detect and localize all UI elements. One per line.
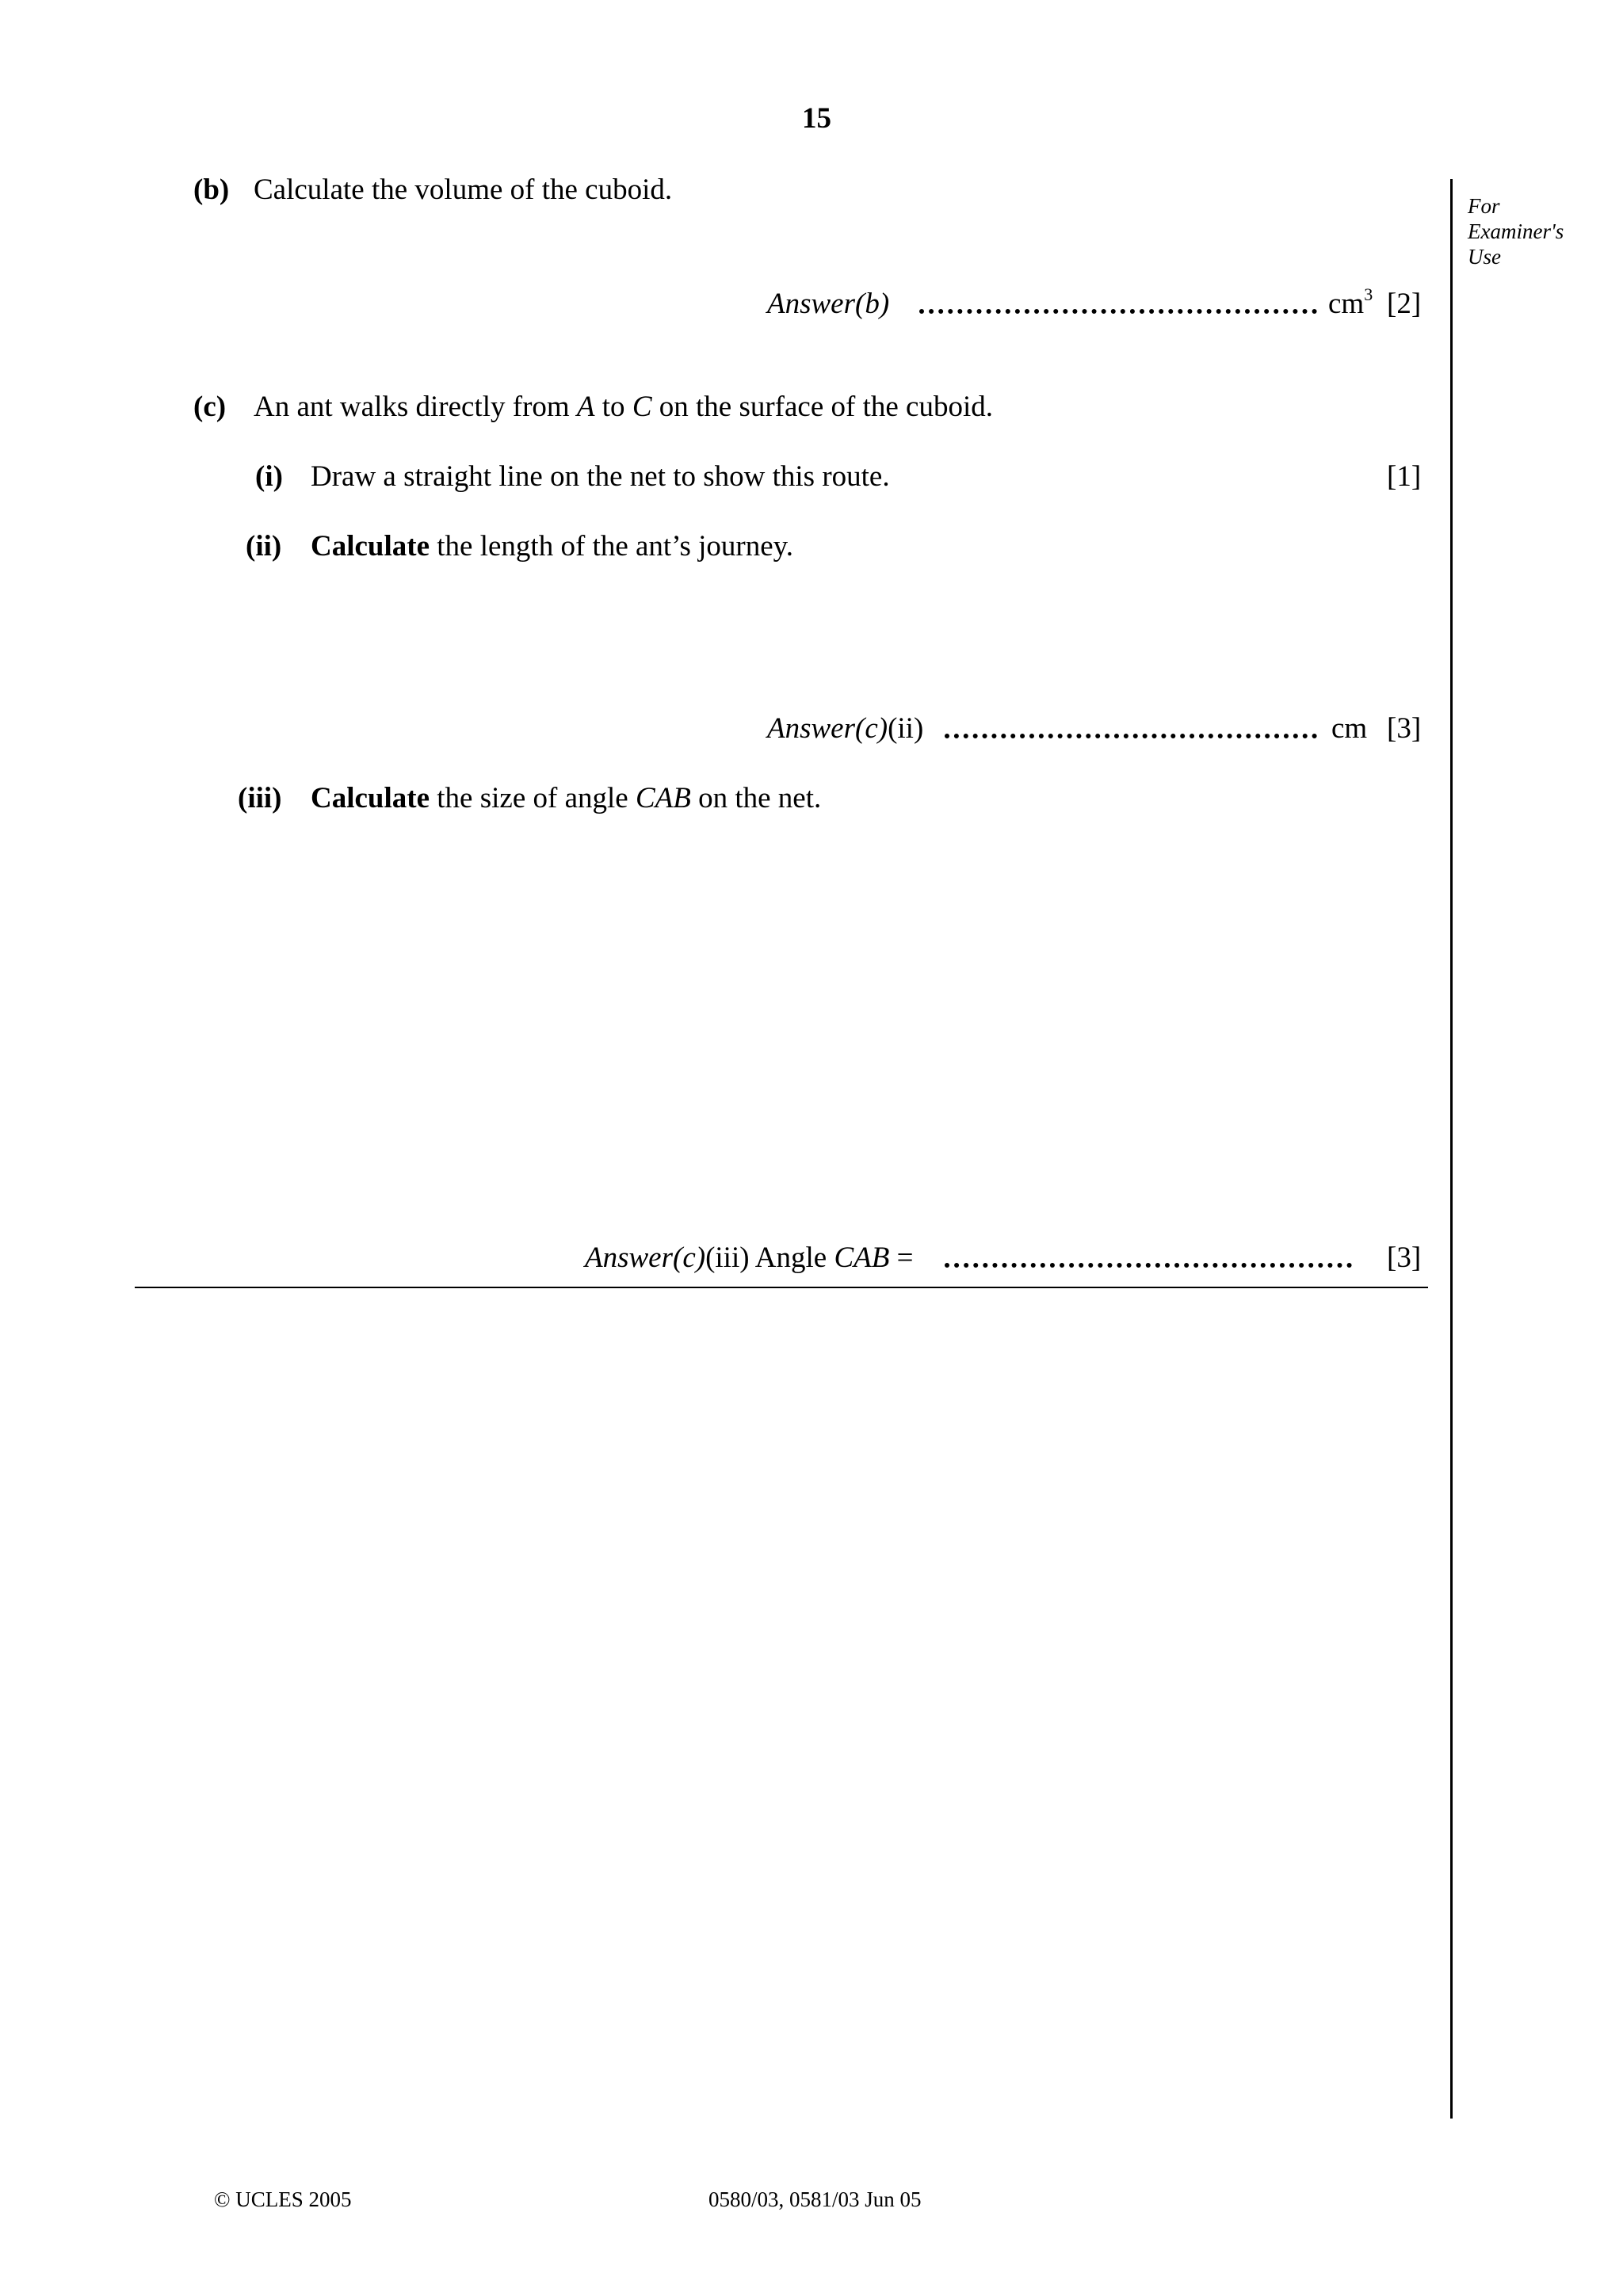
part-c-iii-answer-label: Answer(c)(iii) Angle CAB = — [585, 1241, 914, 1274]
part-c-i-label: (i) — [255, 460, 283, 493]
part-c-i-text: Draw a straight line on the net to show this route. — [311, 460, 890, 493]
part-c-iii-label: (iii) — [238, 782, 282, 814]
sidebar-line2: Examiner's — [1468, 219, 1564, 243]
part-c-iii-marks: [3] — [1387, 1241, 1422, 1274]
part-c-ii-label: (ii) — [246, 530, 282, 563]
sidebar-line1: For — [1468, 194, 1500, 218]
page-number: 15 — [802, 102, 831, 135]
question-end-rule — [135, 1287, 1428, 1288]
footer-code: 0580/03, 0581/03 Jun 05 — [708, 2187, 922, 2211]
part-c-ii-answer-label: Answer(c)(ii) — [767, 712, 924, 745]
part-b-unit: $cm^3$ — [1328, 284, 1373, 320]
part-c-ii-text: Calculate the length of the ant’s journey. — [311, 530, 793, 563]
examiner-margin-line — [1450, 179, 1453, 2119]
part-b-marks: [2] — [1387, 288, 1422, 320]
part-b-label: (b) — [193, 174, 230, 206]
part-b-answer-label: Answer(b) — [767, 288, 890, 320]
part-c-ii-marks: [3] — [1387, 712, 1422, 745]
part-c-ii-answer-line[interactable] — [945, 734, 1317, 738]
part-b-answer-line[interactable] — [919, 309, 1317, 314]
part-c-ii-unit: cm — [1331, 712, 1368, 745]
part-c-iii-answer-line[interactable] — [945, 1263, 1352, 1268]
part-c-intro: An ant walks directly from A to C on the surface of the cuboid. — [254, 391, 993, 423]
part-b-question: Calculate the volume of the cuboid. — [254, 174, 673, 206]
part-c-label: (c) — [193, 391, 227, 423]
footer-copyright: © UCLES 2005 — [214, 2187, 352, 2211]
part-c-i-marks: [1] — [1387, 460, 1422, 493]
part-c-iii-text: Calculate the size of angle CAB on the net. — [311, 782, 822, 814]
sidebar-line3: Use — [1468, 245, 1501, 269]
